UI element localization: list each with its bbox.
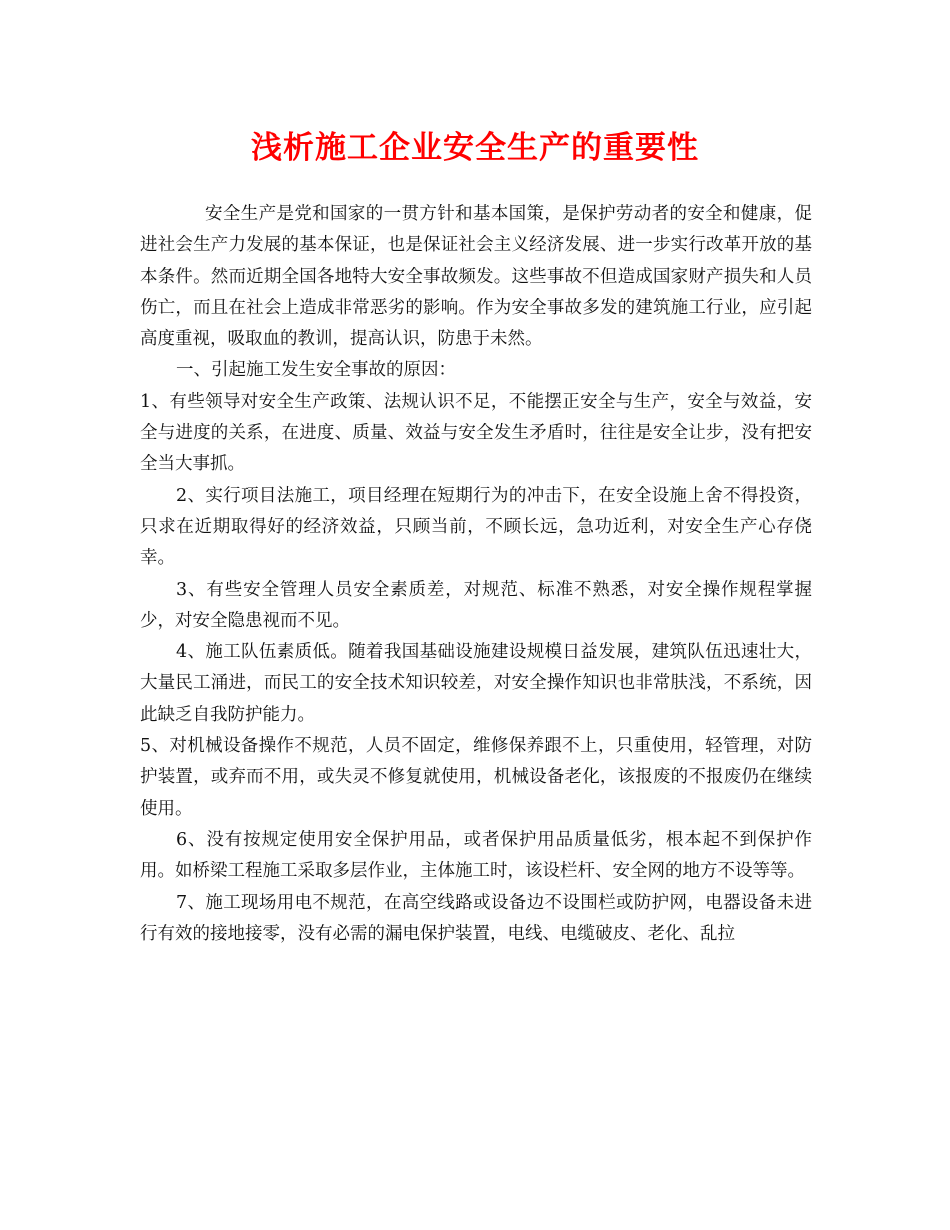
document-body	[140, 199, 812, 950]
cause-item-1: 1、有些领导对安全生产政策、法规认识不足，不能摆正安全与生产，安全与效益，安全与进度的关系，在进度、质量、效益与安全发生矛盾时，往往是安全让步，没有把安全当大事抓。	[140, 391, 812, 475]
cause-item-7: 7、施工现场用电不规范，在高空线路或设备边不设围栏或防护网，电器设备未进行有效的接地接零，没有必需的漏电保护装置，电线、电缆破皮、老化、乱拉	[140, 892, 812, 944]
intro-paragraph: 安全生产是党和国家的一贯方针和基本国策，是保护劳动者的安全和健康，促进社会生产力发展的基本保证，也是保证社会主义经济发展、进一步实行改革开放的基本条件。然而近期全国各地特大安全事故频发。这些事故不但造成国家财产损失和人员伤亡，而且在社会上造成非常恶劣的影响。作为安全事故多发的建筑施工行业，应引起高度重视，吸取血的教训，提高认识，防患于未然。	[140, 204, 812, 350]
cause-item-2: 2、实行项目法施工，项目经理在短期行为的冲击下，在安全设施上舍不得投资，只求在近期取得好的经济效益，只顾当前，不顾长远，急功近利，对安全生产心存侥幸。	[140, 485, 812, 569]
cause-item-5: 5、对机械设备操作不规范，人员不固定，维修保养跟不上，只重使用，轻管理，对防护装置，或弃而不用，或失灵不修复就使用，机械设备老化，该报废的不报废仍在继续使用。	[140, 736, 812, 819]
cause-item-6: 6、没有按规定使用安全保护用品，或者保护用品质量低劣，根本起不到保护作用。如桥梁工程施工采取多层作业，主体施工时，该设栏杆、安全网的地方不设等等。	[140, 829, 812, 882]
cause-item-4: 4、施工队伍素质低。随着我国基础设施建设规模日益发展，建筑队伍迅速壮大，大量民工涌进，而民工的安全技术知识较差，对安全操作知识也非常肤浅，不系统，因此缺乏自我防护能力。	[140, 642, 812, 725]
cause-item-3: 3、有些安全管理人员安全素质差，对规范、标准不熟悉，对安全操作规程掌握少，对安全隐患视而不见。	[140, 579, 812, 631]
document-title: 浅析施工企业安全生产的重要性	[251, 130, 699, 166]
section-heading: 一、引起施工发生安全事故的原因：	[176, 360, 456, 381]
